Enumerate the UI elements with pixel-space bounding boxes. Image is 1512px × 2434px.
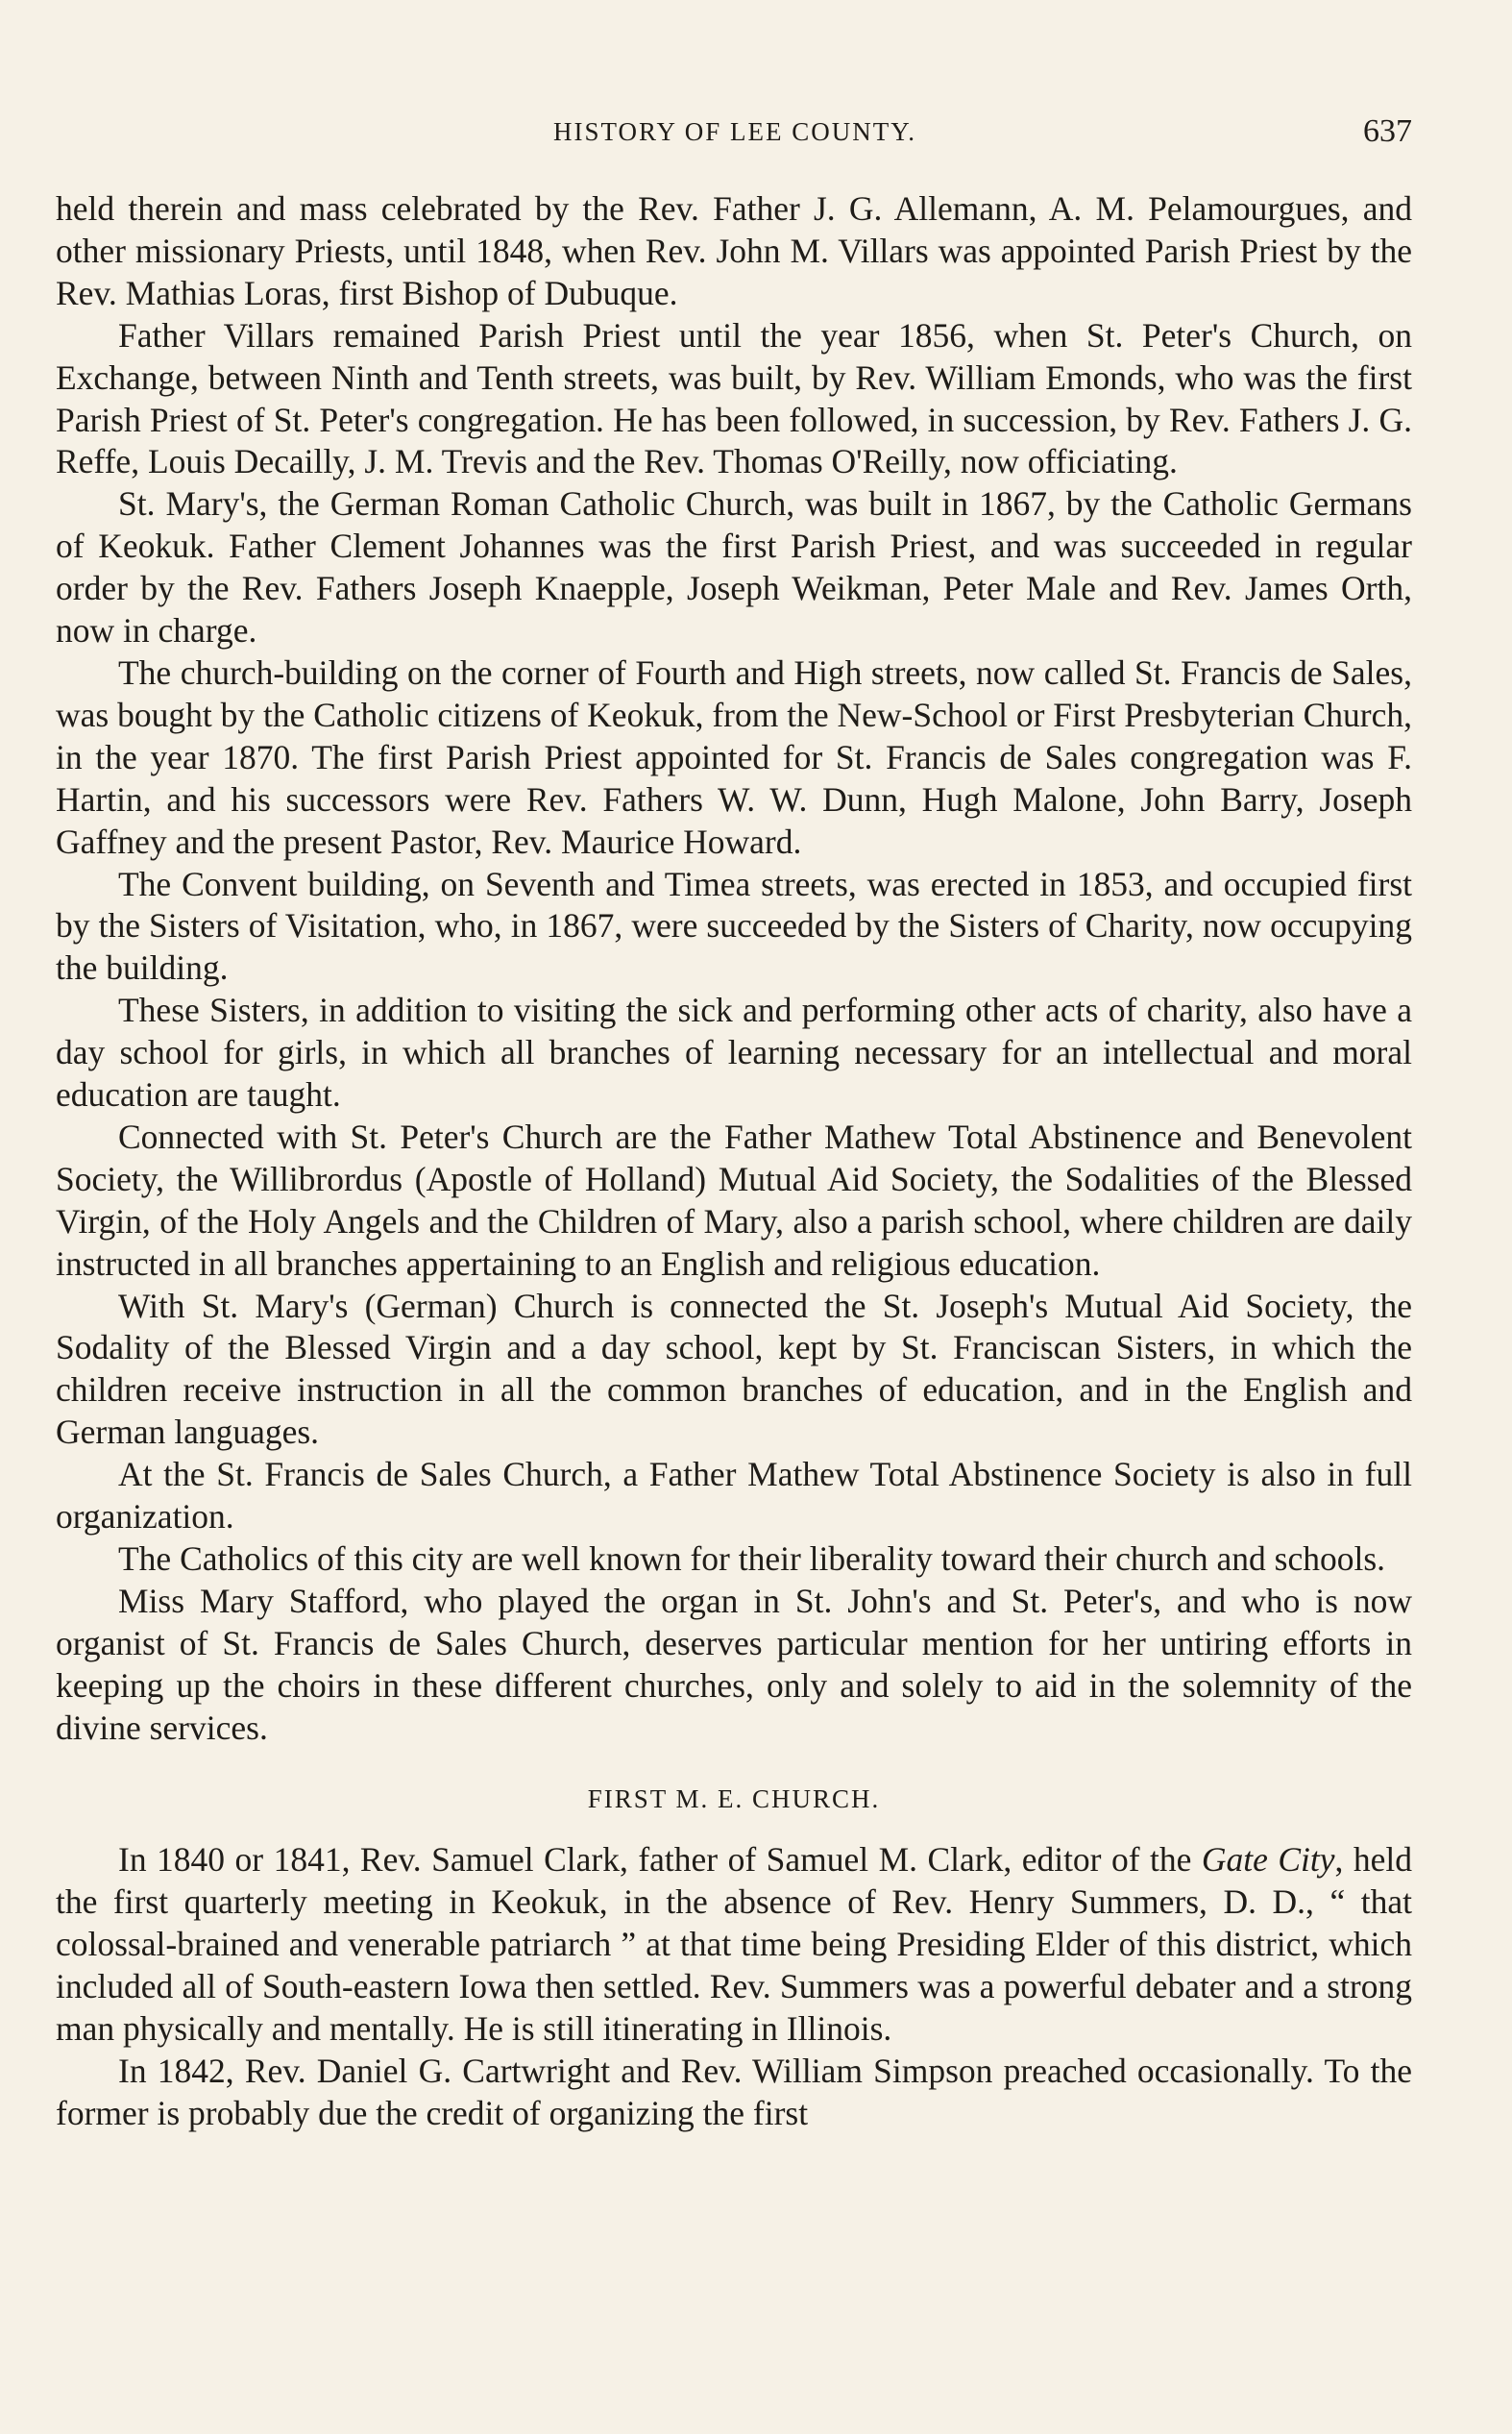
- section-heading: FIRST M. E. CHURCH.: [587, 1783, 881, 1813]
- paragraph: These Sisters, in addition to visiting the sick and performing other acts of charity, also have a day school for girls, in which all branches of learning necessary for an intellectual and moral education are taught.: [56, 991, 1412, 1115]
- running-title: HISTORY OF LEE COUNTY.: [552, 117, 917, 146]
- paragraph: Connected with St. Peter's Church are the Father Mathew Total Abstinence and Benevolent Society, the Willibrordus (Apostle of Holland) Mutual Aid Society, the Sodalities of the Blessed Virgin, of the Holy Angels and the Children of Mary, also a parish school, where children are daily instructed in all branches appertaining to an English and religious education.: [56, 1117, 1412, 1283]
- paragraph: St. Mary's, the German Roman Catholic Church, was built in 1867, by the Catholic Germans of Keokuk. Father Clement Johannes was the first Parish Priest, and was succeeded in regular order by the Rev. Fathers Joseph Knaepple, Joseph Weikman, Peter Male and Rev. James Orth, now in charge.: [56, 484, 1412, 651]
- paragraph: The Catholics of this city are well known for their liberality toward their church and schools.: [118, 1539, 1386, 1578]
- page-header: [58, 113, 1412, 156]
- page-number: 637: [1363, 113, 1412, 149]
- paragraph-continued: held therein and mass celebrated by the Rev. Father J. G. Allemann, A. M. Pelamourgues, and other missionary Priests, until 1848, when Rev. John M. Villars was appointed Parish Priest by the Rev. Mathias Loras, first Bishop of Dubuque.: [56, 189, 1412, 312]
- body-text: [56, 188, 1412, 2135]
- newspaper-title: Gate City: [1201, 1840, 1335, 1880]
- paragraph: With St. Mary's (German) Church is connected the St. Joseph's Mutual Aid Society, the Sodality of the Blessed Virgin and a day school, kept by St. Franciscan Sisters, in which the children receive instruction in all the common branches of education, and in the English and German languages.: [56, 1286, 1412, 1452]
- section-paragraph-text-end: , held the first quarterly meeting in Keokuk, in the absence of Rev. Henry Summers, D. D., “ that colossal-brained and venerable patriarch ” at that time being Presiding Elder of this district, which included all of South-eastern Iowa then settled. Rev. Summers was a powerful debater and a strong man physically and mentally. He is still itinerating in Illinois.: [56, 1840, 1413, 2049]
- paragraph: At the St. Francis de Sales Church, a Father Mathew Total Abstinence Society is also in full organization.: [56, 1455, 1412, 1537]
- paragraph: Miss Mary Stafford, who played the organ in St. John's and St. Peter's, and who is now organist of St. Francis de Sales Church, deserves particular mention for her untiring efforts in keeping up the choirs in these different churches, only and solely to aid in the solemnity of the divine services.: [56, 1581, 1412, 1747]
- paragraph: The church-building on the corner of Fourth and High streets, now called St. Francis de Sales, was bought by the Catholic citizens of Keokuk, from the New-School or First Presbyterian Church, in the year 1870. The first Parish Priest appointed for St. Francis de Sales congregation was F. Hartin, and his successors were Rev. Fathers W. W. Dunn, Hugh Malone, John Barry, Joseph Gaffney and the present Pastor, Rev. Maurice Howard.: [56, 652, 1412, 861]
- paragraph: The Convent building, on Seventh and Timea streets, was erected in 1853, and occupied first by the Sisters of Visitation, who, in 1867, were succeeded by the Sisters of Charity, now occupying the building.: [56, 864, 1412, 988]
- section-paragraph: In 1842, Rev. Daniel G. Cartwright and Rev. William Simpson preached occasionally. To the former is probably due the credit of organizing the first: [56, 2051, 1412, 2132]
- paragraph: Father Villars remained Parish Priest until the year 1856, when St. Peter's Church, on Exchange, between Ninth and Tenth streets, was built, by Rev. William Emonds, who was the first Parish Priest of St. Peter's congregation. He has been followed, in succession, by Rev. Fathers J. G. Reffe, Louis Decailly, J. M. Trevis and the Rev. Thomas O'Reilly, now officiating.: [56, 315, 1412, 481]
- section-paragraph-text-start: In 1840 or 1841, Rev. Samuel Clark, father of Samuel M. Clark, editor of the: [118, 1840, 1202, 1880]
- section-paragraph: [56, 1839, 1412, 2051]
